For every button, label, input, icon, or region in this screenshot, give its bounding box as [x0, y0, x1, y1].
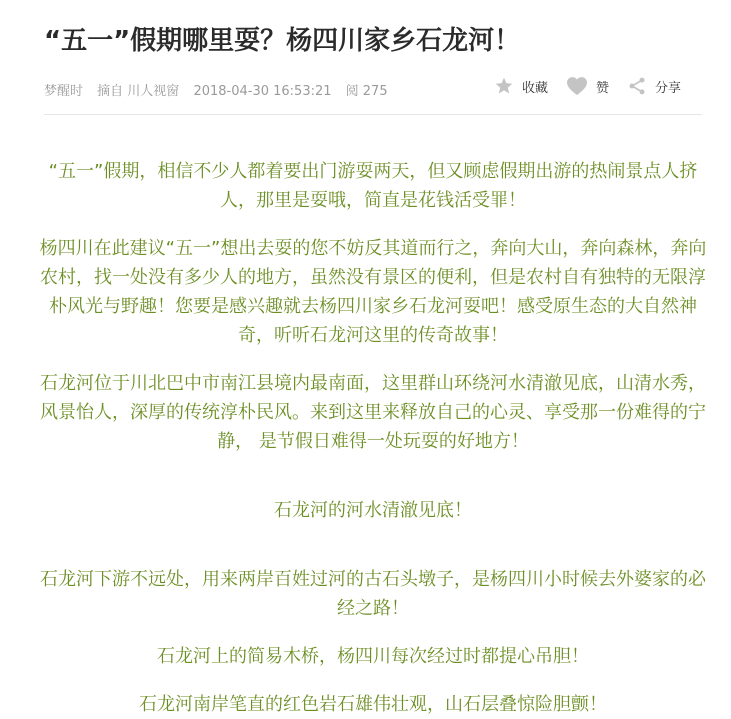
author-link[interactable]: 梦醒时 — [44, 84, 84, 99]
paragraph: 石龙河位于川北巴中市南江县境内最南面，这里群山环绕河水清澈见底，山清水秀，风景怡人，深厚的传统淳朴民风。来到这里来释放自己的心灵、享受那一份难得的宁静， 是节假日难得一处玩耍的好地方！ — [40, 373, 706, 452]
like-button[interactable] — [566, 76, 609, 96]
image-caption: 石龙河南岸笔直的红色岩石雄伟壮观，山石层叠惊险胆颤！ — [139, 694, 607, 715]
article-title: “五一”假期哪里耍？杨四川家乡石龙河！ — [44, 26, 521, 56]
collect-button[interactable] — [494, 76, 548, 96]
view-count: 阅 275 — [345, 84, 388, 99]
image-caption: 石龙河的河水清澈见底！ — [274, 500, 472, 521]
article-actions — [494, 76, 681, 96]
share-icon — [627, 76, 647, 96]
star-icon — [494, 76, 514, 96]
article-meta — [44, 80, 398, 99]
paragraph: 石龙河下游不远处，用来两岸百姓过河的古石头墩子，是杨四川小时候去外婆家的必经之路！ — [40, 569, 706, 619]
header-divider — [44, 114, 702, 115]
collect-label: 收藏 — [522, 80, 549, 96]
paragraph: 杨四川在此建议“五一”想出去耍的您不妨反其道而行之，奔向大山，奔向森林，奔向农村，找一处没有多少人的地方，虽然没有景区的便利，但是农村自有独特的无限淳朴风光与野趣！您要是感兴趣就去杨四川家乡石龙河耍吧！感受原生态的大自然神奇，听听石龙河这里的传奇故事！ — [39, 238, 707, 346]
share-label: 分享 — [655, 80, 682, 96]
image-caption: 石龙河上的简易木桥，杨四川每次经过时都提心吊胆！ — [157, 646, 589, 667]
publish-datetime: 2018-04-30 16:53:21 — [193, 84, 332, 99]
article-body — [38, 157, 708, 719]
share-button[interactable] — [627, 76, 681, 96]
source-link[interactable]: 摘自 川人视窗 — [97, 84, 180, 99]
like-label: 赞 — [596, 80, 610, 96]
paragraph: “五一”假期，相信不少人都着要出门游耍两天，但又顾虑假期出游的热闹景点人挤人，那里是耍哦，简直是花钱活受罪！ — [48, 161, 698, 211]
heart-icon — [566, 76, 588, 96]
